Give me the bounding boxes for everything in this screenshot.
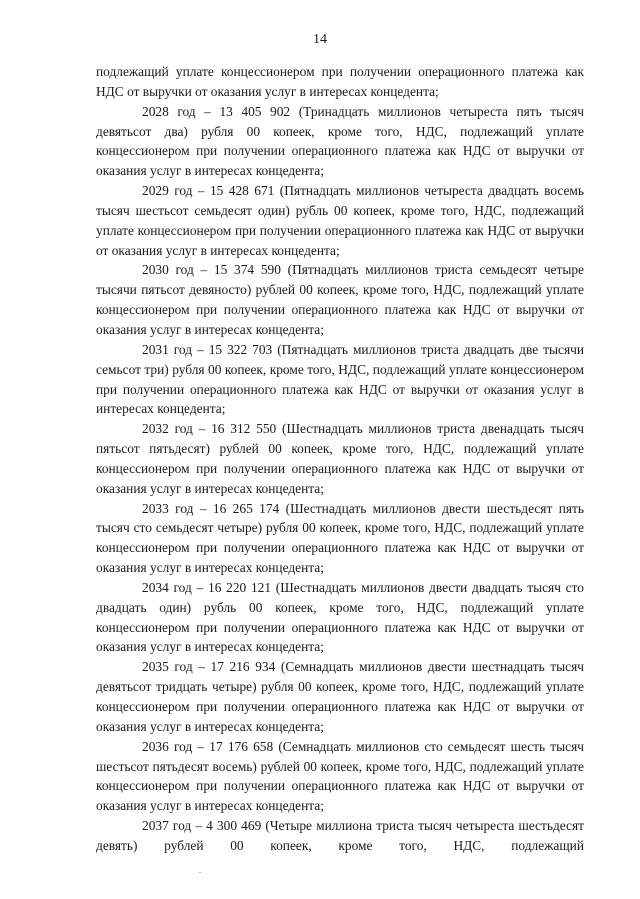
paragraph-payment-2037: 2037 год – 4 300 469 (Четыре миллиона триста тысяч четыреста шестьдесят девять) рублей 00 копеек, кроме того, НДС, подлежащий bbox=[96, 818, 584, 853]
paragraph-payment-2033: 2033 год – 16 265 174 (Шестнадцать миллионов двести шестьдесят пять тысяч сто семьдесят четыре) рубля 00 копеек, кроме того, НДС, подлежащий уплате концессионером при получении операционного платежа как НДС от выручки от оказания услуг в интересах концедента; bbox=[96, 500, 584, 576]
scan-artifact bbox=[199, 872, 201, 873]
paragraph-payment-2036: 2036 год – 17 176 658 (Семнадцать миллионов сто семьдесят шесть тысяч шестьсот пятьдесят восемь) рублей 00 копеек, кроме того, НДС, подлежащий уплате концессионером при получении операционного платежа как НДС от выручки от оказания услуг в интересах концедента; bbox=[96, 738, 584, 814]
page-number: 14 bbox=[313, 32, 327, 47]
paragraph-payment-2028: 2028 год – 13 405 902 (Тринадцать миллионов четыреста пять тысяч девятьсот два) рубля 00 копеек, кроме того, НДС, подлежащий уплате концессионером при получении операционного платежа как НДС от выручки от оказания услуг в интересах концедента; bbox=[96, 103, 584, 179]
document-body bbox=[96, 62, 584, 856]
paragraph-continuation: подлежащий уплате концессионером при получении операционного платежа как НДС от выручки от оказания услуг в интересах концедента; bbox=[96, 64, 584, 99]
paragraph-payment-2030: 2030 год – 15 374 590 (Пятнадцать миллионов триста семьдесят четыре тысячи пятьсот девяносто) рублей 00 копеек, кроме того, НДС, подлежащий уплате концессионером при получении операционного платежа как НДС от выручки от оказания услуг в интересах концедента; bbox=[96, 262, 584, 337]
paragraph-payment-2035: 2035 год – 17 216 934 (Семнадцать миллионов двести шестнадцать тысяч девятьсот тридцать четыре) рубля 00 копеек, кроме того, НДС, подлежащий уплате концессионером при получении операционного платежа как НДС от выручки от оказания услуг в интересах концедента; bbox=[96, 659, 584, 734]
paragraph-payment-2029: 2029 год – 15 428 671 (Пятнадцать миллионов четыреста двадцать восемь тысяч шестьсот семьдесят один) рубль 00 копеек, кроме того, НДС, подлежащий уплате концессионером при получении операционного платежа как НДС от выручки от оказания услуг в интересах концедента; bbox=[96, 183, 584, 258]
paragraph-payment-2032: 2032 год – 16 312 550 (Шестнадцать миллионов триста двенадцать тысяч пятьсот пятьдесят) рублей 00 копеек, кроме того, НДС, подлежащий уплате концессионером при получении операционного платежа как НДС от выручки от оказания услуг в интересах концедента; bbox=[96, 421, 584, 496]
paragraph-payment-2031: 2031 год – 15 322 703 (Пятнадцать миллионов триста двадцать две тысячи семьсот три) рубля 00 копеек, кроме того, НДС, подлежащий уплате концессионером при получении операционного платежа как НДС от выручки от оказания услуг в интересах концедента; bbox=[96, 341, 584, 417]
paragraph-payment-2034: 2034 год – 16 220 121 (Шестнадцать миллионов двести двадцать тысяч сто двадцать один) рубль 00 копеек, кроме того, НДС, подлежащий уплате концессионером при получении операционного платежа как НДС от выручки от оказания услуг в интересах концедента; bbox=[96, 579, 584, 655]
